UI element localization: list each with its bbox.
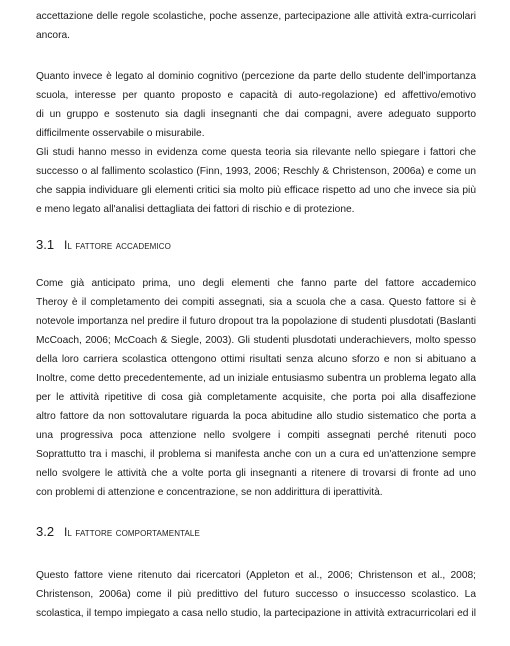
text-line: Questo fattore viene ritenuto dai ricercatori (Appleton et al., 2006; Christenson et al., 2008; [36,570,476,581]
section-heading-3-2 [36,524,200,539]
text-line: difficilmente osservabile o misurabile. [36,128,205,139]
text-line: ancora. [36,30,70,41]
section-title: Il fattore comportamentale [64,525,200,539]
text-line: con problemi di attenzione e concentrazione, se non addirittura di iperattività. [36,487,383,498]
paragraph-behavioral-factor [36,566,476,623]
text-line: Inoltre, come detto precedentemente, ad un iniziale entusiasmo subentra un problema legato alla [36,373,476,384]
text-line: Quanto invece è legato al dominio cognitivo (percezione da parte dello studente dell'importanza [36,71,476,82]
text-line: Come già anticipato prima, uno degli elementi che fanno parte del fattore accademico [36,278,476,289]
text-line: notevole importanza nel predire il futuro dropout tra la popolazione di studenti plusdotati (Baslanti [36,316,476,327]
text-line: che sappia individuare gli elementi critici sia molto più efficace rispetto ad uno che invece sia più [36,185,476,196]
paragraph-academic-factor [36,274,476,502]
section-heading-3-1 [36,237,171,252]
section-title: Il fattore accademico [64,238,171,252]
text-line: Gli studi hanno messo in evidenza come questa teoria sia rilevante nello spiegare i fattori che [36,147,476,158]
paragraph-cognitive-affective [36,67,476,143]
text-line: Christenson, 2006a) come il più predittivo del futuro successo o insuccesso scolastico. La [36,589,476,600]
text-line: successo o al fallimento scolastico (Finn, 1993, 2006; Reschly & Christenson, 2006a) e come un [36,166,476,177]
text-line: nello svolgere le attività che a volte porta gli insegnanti a ritenere di trovarsi di fronte ad uno [36,468,476,479]
text-line: una progressiva poca attenzione nello svolgere i compiti assegnati perché ritenuti poco [36,430,476,441]
paragraph-studies [36,143,476,219]
text-line: di un gruppo e sostenuto sia dagli insegnanti che dai compagni, avere adeguato supporto [36,109,476,120]
text-line: McCoach, 2006; McCoach & Siegle, 2003). Gli studenti plusdotati underachievers, molto spesso [36,335,476,346]
section-number: 3.2 [36,524,55,539]
text-line: per le attività ripetitive di cosa già completamente acquisite, che porta poi alla disaffezione [36,392,476,403]
text-line: accettazione delle regole scolastiche, poche assenze, partecipazione alle attività extra-curricolari [36,11,476,22]
text-line: della loro carriera scolastica ottengono ottimi risultati senza alcuno sforzo e non si abituano a [36,354,476,365]
text-line: scolastica, il tempo impiegato a casa nello studio, la partecipazione in attività extracurricolari ed il [36,608,476,619]
text-line: scuola, interesse per quanto proposto e capacità di auto-regolazione) ed affettivo/emotivo [36,90,476,101]
text-line: altro fattore da non sottovalutare riguarda la poca abitudine allo studio sistematico che porta a [36,411,476,422]
paragraph-intro-continuation [36,7,476,45]
section-number: 3.1 [36,237,55,252]
text-line: Theroy è il completamento dei compiti assegnati, sia a scuola che a casa. Questo fattore si è [36,297,476,308]
text-line: e meno legato all'analisi dettagliata dei fattori di rischio e di protezione. [36,204,355,215]
text-line: Soprattutto tra i maschi, il problema si manifesta anche con un a cura ed un'attenzione sempre [36,449,476,460]
